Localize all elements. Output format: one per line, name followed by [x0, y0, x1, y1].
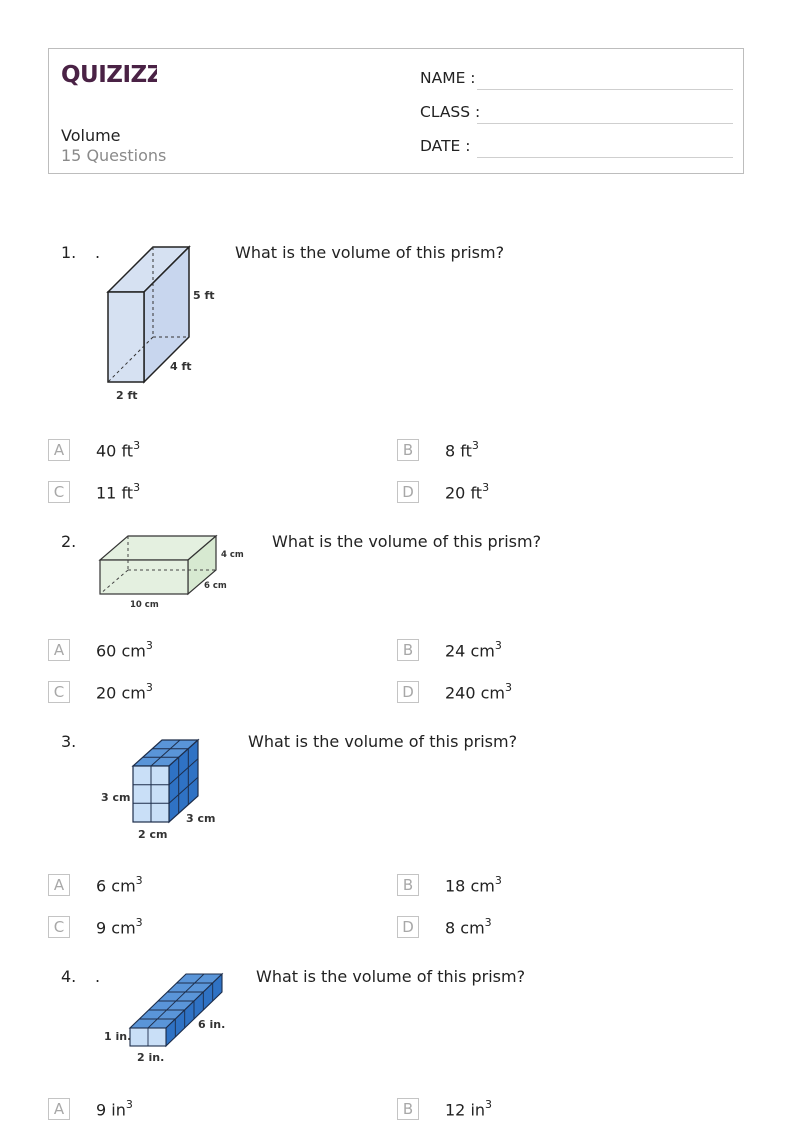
option-c-answer[interactable]: 9 $cm^3$ — [96, 916, 143, 938]
option-c-marker[interactable]: C — [48, 681, 70, 703]
question-number: 1. — [61, 243, 77, 262]
question-text: What is the volume of this prism? — [272, 532, 542, 551]
question-count: 15 Questions — [61, 146, 167, 165]
option-d-answer[interactable]: 8 $cm^3$ — [445, 916, 492, 938]
width-label: 2 in. — [137, 1051, 165, 1064]
height-label: 3 cm — [101, 791, 131, 804]
width-label: 2 ft — [116, 389, 138, 402]
class-label: CLASS : — [420, 103, 481, 121]
option-b-marker[interactable]: B — [397, 439, 419, 461]
depth-label: 6 cm — [204, 581, 227, 591]
option-b-answer[interactable]: 24 $cm^3$ — [445, 639, 502, 661]
option-a-marker[interactable]: A — [48, 1098, 70, 1120]
question-text: What is the volume of this prism? — [248, 732, 518, 751]
height-label: 1 in. — [104, 1030, 132, 1043]
question-number: 2. — [61, 532, 77, 551]
class-field[interactable] — [477, 123, 733, 124]
option-c-answer[interactable]: 20 $cm^3$ — [96, 681, 153, 703]
option-b-answer[interactable]: 18 $cm^3$ — [445, 874, 502, 896]
question-prefix: . — [95, 243, 101, 262]
width-label: 2 cm — [138, 828, 168, 841]
worksheet-title: Volume — [61, 126, 121, 145]
length-label: 6 in. — [198, 1018, 226, 1031]
option-c-marker[interactable]: C — [48, 916, 70, 938]
height-label: 4 cm — [221, 550, 244, 560]
prism-figure-4 — [100, 968, 230, 1068]
name-field[interactable] — [477, 89, 733, 90]
option-a-answer[interactable]: 40 $ft^3$ — [96, 439, 141, 461]
question-text: What is the volume of this prism? — [235, 243, 505, 262]
prism-figure-2 — [94, 532, 254, 614]
option-b-answer[interactable]: 8 $ft^3$ — [445, 439, 479, 461]
option-a-answer[interactable]: 6 $cm^3$ — [96, 874, 143, 896]
prism-figure-3 — [96, 734, 226, 846]
option-d-marker[interactable]: D — [397, 916, 419, 938]
option-b-marker[interactable]: B — [397, 1098, 419, 1120]
option-a-marker[interactable]: A — [48, 639, 70, 661]
question-number: 4. — [61, 967, 77, 986]
option-b-marker[interactable]: B — [397, 874, 419, 896]
option-a-answer[interactable]: 9 $in^3$ — [96, 1098, 133, 1120]
question-prefix: . — [95, 967, 101, 986]
option-d-answer[interactable]: 240 $cm^3$ — [445, 681, 513, 703]
length-label: 10 cm — [130, 600, 159, 610]
option-b-marker[interactable]: B — [397, 639, 419, 661]
quizizz-logo — [61, 59, 157, 93]
depth-label: 3 cm — [186, 812, 216, 825]
worksheet-header — [48, 48, 744, 174]
option-a-marker[interactable]: A — [48, 439, 70, 461]
option-c-answer[interactable]: 11 $ft^3$ — [96, 481, 141, 503]
date-label: DATE : — [420, 137, 471, 155]
depth-label: 4 ft — [170, 360, 192, 373]
option-b-answer[interactable]: 12 $in^3$ — [445, 1098, 493, 1120]
question-number: 3. — [61, 732, 77, 751]
option-a-answer[interactable]: 60 $cm^3$ — [96, 639, 153, 661]
option-a-marker[interactable]: A — [48, 874, 70, 896]
option-c-marker[interactable]: C — [48, 481, 70, 503]
option-d-marker[interactable]: D — [397, 481, 419, 503]
option-d-marker[interactable]: D — [397, 681, 419, 703]
question-text: What is the volume of this prism? — [256, 967, 526, 986]
logo-text: QUIZIZZ — [61, 62, 157, 88]
height-label: 5 ft — [193, 289, 215, 302]
option-d-answer[interactable]: 20 $ft^3$ — [445, 481, 490, 503]
date-field[interactable] — [477, 157, 733, 158]
prism-figure-1 — [100, 240, 230, 410]
name-label: NAME : — [420, 69, 476, 87]
